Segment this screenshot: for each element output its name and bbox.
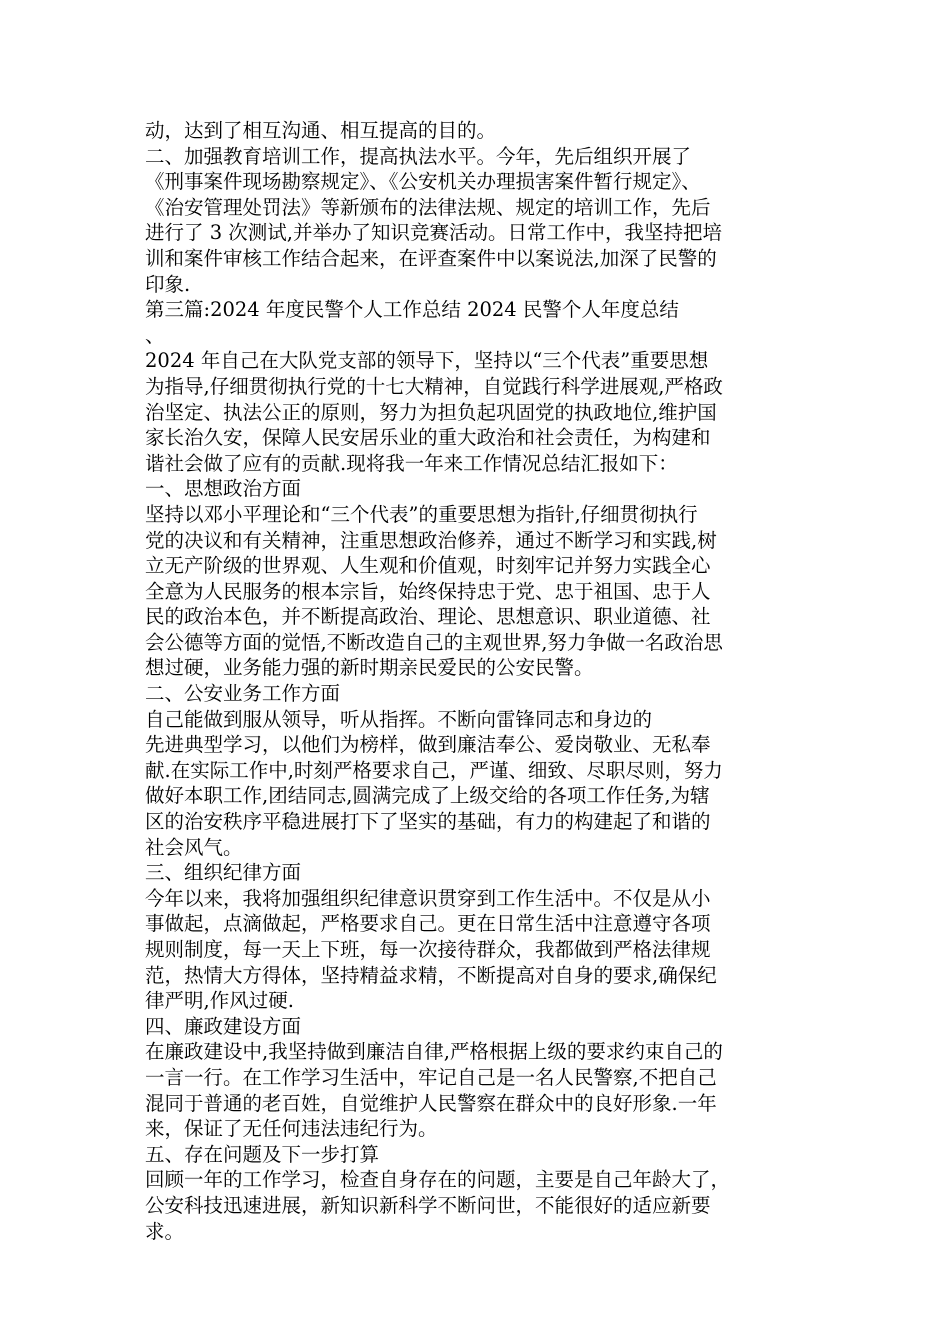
text-line: 社会风气。 — [145, 835, 243, 859]
text-line: 自己能做到服从领导，听从指挥。不断向雷锋同志和身边的 — [145, 707, 653, 731]
text-line: 进行了 3 次测试,并举办了知识竞赛活动。日常工作中，我坚持把培 — [145, 221, 723, 245]
text-line: 立无产阶级的世界观、人生观和价值观，时刻牢记并努力实践全心 — [145, 554, 711, 578]
text-line: 党的决议和有关精神，注重思想政治修养，通过不断学习和实践,树 — [145, 528, 717, 552]
text-line: 家长治久安，保障人民安居乐业的重大政治和社会责任，为构建和 — [145, 426, 711, 450]
text-line: 做好本职工作,团结同志,圆满完成了上级交给的各项工作任务,为辖 — [145, 784, 710, 808]
text-line: 治坚定、执法公正的原则，努力为担负起巩固党的执政地位,维护国 — [145, 400, 717, 424]
text-line: 会公德等方面的觉悟,不断改造自己的主观世界,努力争做一名政治思 — [145, 630, 723, 654]
text-line: 在廉政建设中,我坚持做到廉洁自律,严格根据上级的要求约束自己的 — [145, 1040, 723, 1064]
text-line: 一言一行。在工作学习生活中，牢记自己是一名人民警察,不把自己 — [145, 1065, 717, 1089]
text-line: 第三篇:2024 年度民警个人工作总结 2024 民警个人年度总结 — [145, 298, 679, 322]
text-line: 、 — [145, 323, 165, 347]
text-line: 全意为人民服务的根本宗旨，始终保持忠于党、忠于祖国、忠于人 — [145, 579, 711, 603]
text-line: 回顾一年的工作学习，检查自身存在的问题，主要是自己年龄大了， — [145, 1168, 731, 1192]
text-line: 律严明,作风过硬. — [145, 989, 294, 1013]
text-line: 训和案件审核工作结合起来，在评查案件中以案说法,加深了民警的 — [145, 246, 717, 270]
text-line: 民的政治本色，并不断提高政治、理论、思想意识、职业道德、社 — [145, 605, 711, 629]
text-line: 五、存在问题及下一步打算 — [145, 1142, 380, 1166]
text-line: 想过硬，业务能力强的新时期亲民爱民的公安民警。 — [145, 656, 594, 680]
text-line: 《治安管理处罚法》等新颁布的法律法规、规定的培训工作，先后 — [145, 195, 711, 219]
text-line: 求。 — [145, 1219, 185, 1243]
document-body — [145, 118, 813, 1244]
text-line: 四、廉政建设方面 — [145, 1014, 302, 1038]
text-line: 谐社会做了应有的贡献.现将我一年来工作情况总结汇报如下： — [145, 451, 678, 475]
text-line: 来，保证了无任何违法违纪行为。 — [145, 1117, 438, 1141]
text-line: 公安科技迅速进展，新知识新科学不断问世，不能很好的适应新要 — [145, 1193, 711, 1217]
text-line: 印象. — [145, 272, 191, 296]
text-line: 2024 年自己在大队党支部的领导下，坚持以“三个代表”重要思想 — [145, 349, 709, 373]
text-line: 先进典型学习，以他们为榜样，做到廉洁奉公、爱岗敬业、无私奉 — [145, 733, 711, 757]
text-line: 三、组织纪律方面 — [145, 861, 302, 885]
text-line: 范，热情大方得体，坚持精益求精，不断提高对自身的要求,确保纪 — [145, 963, 717, 987]
text-line: 混同于普通的老百姓，自觉维护人民警察在群众中的良好形象.一年 — [145, 1091, 717, 1115]
text-line: 动，达到了相互沟通、相互提高的目的。 — [145, 119, 497, 142]
text-line: 区的治安秩序平稳进展打下了坚实的基础，有力的构建起了和谐的 — [145, 810, 711, 834]
text-line: 今年以来，我将加强组织纪律意识贯穿到工作生活中。不仅是从小 — [145, 886, 711, 910]
text-line: 二、加强教育培训工作，提高执法水平。今年，先后组织开展了 — [145, 144, 692, 168]
text-line: 事做起，点滴做起，严格要求自己。更在日常生活中注意遵守各项 — [145, 912, 711, 936]
text-line: 二、公安业务工作方面 — [145, 682, 341, 706]
text-line: 献.在实际工作中,时刻严格要求自己，严谨、细致、尽职尽则，努力 — [145, 758, 723, 782]
text-line: 为指导,仔细贯彻执行党的十七大精神，自觉践行科学进展观,严格政 — [145, 374, 723, 398]
text-line: 坚持以邓小平理论和“三个代表”的重要思想为指针,仔细贯彻执行 — [145, 502, 698, 526]
text-line: 规则制度，每一天上下班，每一次接待群众，我都做到严格法律规 — [145, 938, 711, 961]
text-line: 一、思想政治方面 — [145, 477, 302, 501]
text-line: 《刑事案件现场勘察规定》、《公安机关办理损害案件暂行规定》、 — [145, 170, 701, 194]
